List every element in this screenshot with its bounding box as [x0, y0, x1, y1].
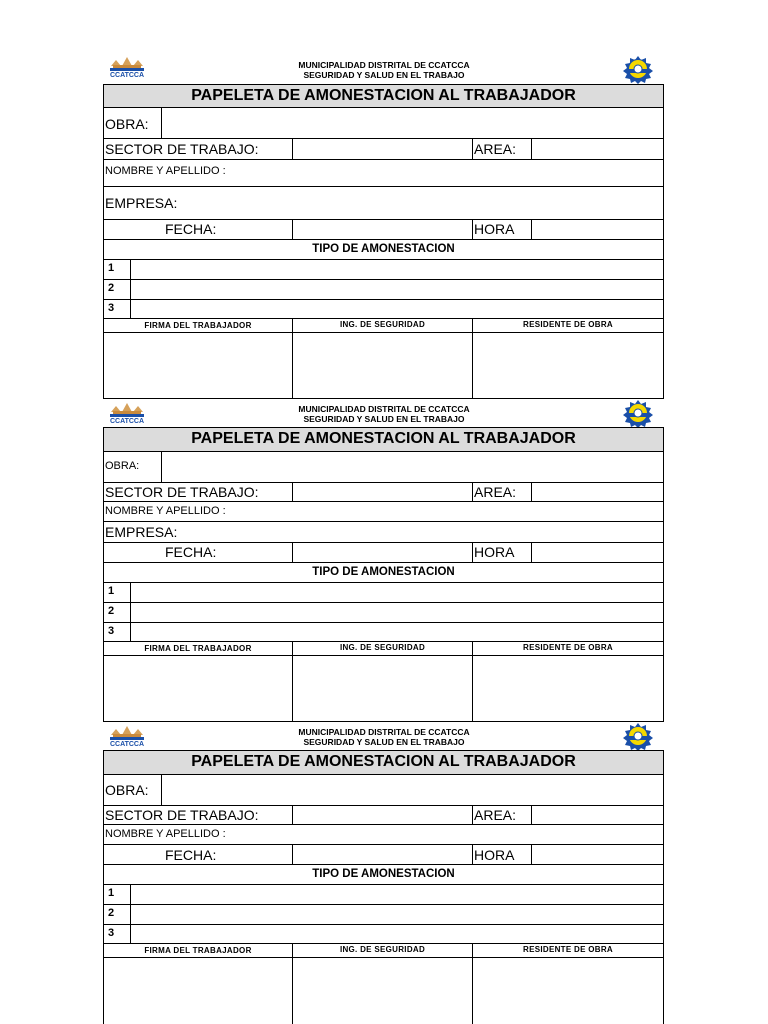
nombre-label: NOMBRE Y APELLIDO : — [105, 828, 226, 840]
form-title: PAPELETA DE AMONESTACION AL TRABAJADOR — [103, 84, 664, 108]
ing-seguridad-box[interactable] — [292, 957, 473, 1024]
obra-label: OBRA: — [105, 116, 149, 132]
tipo-label: TIPO DE AMONESTACION — [312, 868, 455, 880]
firma-trabajador-label: FIRMA DEL TRABAJADOR — [144, 946, 252, 955]
empresa-row[interactable] — [103, 521, 664, 543]
hora-label: HORA — [474, 847, 515, 863]
obra-label: OBRA: — [105, 460, 140, 472]
row-number: 2 — [108, 605, 115, 617]
area-label: AREA: — [474, 141, 517, 157]
sector-label: SECTOR DE TRABAJO: — [105, 141, 259, 157]
tipo-label: TIPO DE AMONESTACION — [312, 243, 455, 255]
tipo-label: TIPO DE AMONESTACION — [312, 566, 455, 578]
header-subtitle: SEGURIDAD Y SALUD EN EL TRABAJO — [303, 414, 465, 424]
amonestacion-field-1[interactable] — [130, 884, 664, 905]
safety-gear-logo-icon — [620, 398, 656, 428]
sector-label: SECTOR DE TRABAJO: — [105, 484, 259, 500]
row-number: 2 — [108, 907, 115, 919]
hora-label: HORA — [474, 221, 515, 237]
empresa-label: EMPRESA: — [105, 195, 178, 211]
fecha-label: FECHA: — [165, 544, 217, 560]
area-field[interactable] — [531, 805, 664, 825]
obra-field[interactable] — [161, 451, 664, 483]
firma-trabajador-label: FIRMA DEL TRABAJADOR — [144, 644, 252, 653]
amonestacion-field-2[interactable] — [130, 279, 664, 300]
header-subtitle: SEGURIDAD Y SALUD EN EL TRABAJO — [303, 70, 465, 80]
row-number: 3 — [108, 625, 115, 637]
fecha-label: FECHA: — [165, 221, 217, 237]
row-number: 1 — [108, 262, 115, 274]
area-field[interactable] — [531, 138, 664, 160]
empresa-row[interactable] — [103, 186, 664, 220]
header-municipality: MUNICIPALIDAD DISTRITAL DE CCATCCA — [298, 60, 470, 70]
amonestacion-field-3[interactable] — [130, 924, 664, 944]
residente-obra-box[interactable] — [472, 655, 664, 722]
residente-obra-box[interactable] — [472, 957, 664, 1024]
logo-left-text: CCATCCA — [109, 72, 145, 78]
municipality-logo-icon — [108, 400, 146, 424]
amonestacion-field-3[interactable] — [130, 299, 664, 319]
amonestacion-field-1[interactable] — [130, 259, 664, 280]
header-municipality: MUNICIPALIDAD DISTRITAL DE CCATCCA — [298, 727, 470, 737]
header-municipality: MUNICIPALIDAD DISTRITAL DE CCATCCA — [298, 404, 470, 414]
area-field[interactable] — [531, 482, 664, 502]
fecha-field[interactable] — [292, 542, 473, 563]
ing-seguridad-box[interactable] — [292, 655, 473, 722]
sector-field[interactable] — [292, 482, 473, 502]
row-number: 2 — [108, 282, 115, 294]
row-number: 1 — [108, 887, 115, 899]
ing-seguridad-label: ING. DE SEGURIDAD — [339, 643, 426, 652]
hora-label: HORA — [474, 544, 515, 560]
sector-field[interactable] — [292, 138, 473, 160]
obra-field[interactable] — [161, 774, 664, 806]
municipality-logo-icon — [108, 723, 146, 747]
row-number: 1 — [108, 585, 115, 597]
amonestacion-field-1[interactable] — [130, 582, 664, 603]
safety-gear-logo-icon — [620, 721, 656, 751]
hora-field[interactable] — [531, 844, 664, 865]
amonestacion-field-3[interactable] — [130, 622, 664, 642]
firma-trabajador-label: FIRMA DEL TRABAJADOR — [144, 321, 252, 330]
fecha-label: FECHA: — [165, 847, 217, 863]
header-subtitle: SEGURIDAD Y SALUD EN EL TRABAJO — [303, 737, 465, 747]
fecha-field[interactable] — [292, 844, 473, 865]
sector-label: SECTOR DE TRABAJO: — [105, 807, 259, 823]
firma-trabajador-box[interactable] — [103, 655, 293, 722]
area-label: AREA: — [474, 484, 517, 500]
form-title: PAPELETA DE AMONESTACION AL TRABAJADOR — [103, 750, 664, 775]
ing-seguridad-label: ING. DE SEGURIDAD — [339, 320, 426, 329]
sector-field[interactable] — [292, 805, 473, 825]
hora-field[interactable] — [531, 219, 664, 240]
residente-obra-label: RESIDENTE DE OBRA — [523, 643, 613, 652]
obra-label: OBRA: — [105, 782, 149, 798]
residente-obra-box[interactable] — [472, 332, 664, 399]
firma-trabajador-box[interactable] — [103, 957, 293, 1024]
amonestacion-field-2[interactable] — [130, 904, 664, 925]
nombre-label: NOMBRE Y APELLIDO : — [105, 505, 226, 517]
ing-seguridad-box[interactable] — [292, 332, 473, 399]
empresa-label: EMPRESA: — [105, 524, 178, 540]
residente-obra-label: RESIDENTE DE OBRA — [523, 320, 613, 329]
row-number: 3 — [108, 302, 115, 314]
amonestacion-field-2[interactable] — [130, 602, 664, 623]
safety-gear-logo-icon — [620, 54, 656, 84]
area-label: AREA: — [474, 807, 517, 823]
fecha-field[interactable] — [292, 219, 473, 240]
logo-left-text: CCATCCA — [109, 418, 145, 424]
obra-field[interactable] — [161, 107, 664, 139]
ing-seguridad-label: ING. DE SEGURIDAD — [339, 945, 426, 954]
municipality-logo-icon — [108, 54, 146, 78]
row-number: 3 — [108, 927, 115, 939]
nombre-label: NOMBRE Y APELLIDO : — [105, 165, 226, 177]
hora-field[interactable] — [531, 542, 664, 563]
form-title: PAPELETA DE AMONESTACION AL TRABAJADOR — [103, 427, 664, 452]
logo-left-text: CCATCCA — [109, 741, 145, 747]
firma-trabajador-box[interactable] — [103, 332, 293, 399]
residente-obra-label: RESIDENTE DE OBRA — [523, 945, 613, 954]
